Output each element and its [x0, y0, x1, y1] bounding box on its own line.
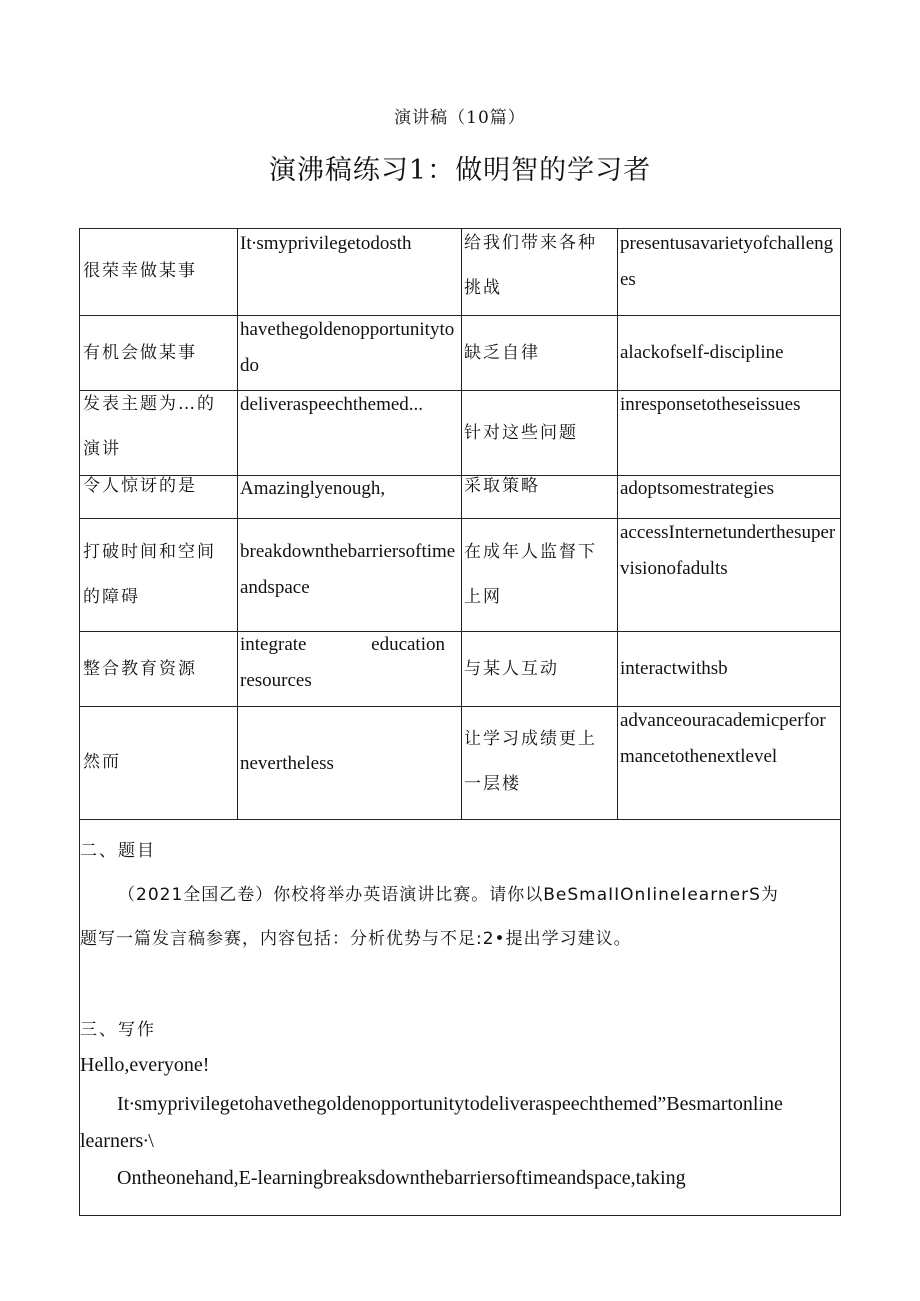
vocab-chinese-cell: 有机会做某事 [83, 343, 197, 363]
vocab-english-cell: inresponsetotheseissues [620, 394, 801, 415]
essay-text-line: learners∙\ [80, 1130, 154, 1152]
vocab-chinese-cell: 很荣幸做某事 [83, 261, 197, 281]
vocab-chinese-cell: 打破时间和空间的障碍 [83, 542, 216, 607]
section-heading-writing: 三、写作 [80, 1020, 156, 1040]
essay-text-line: It∙smyprivilegetohavethegoldenopportunitytodeliveraspeechthemed”Besmartonline [117, 1093, 783, 1115]
writing-prompt: （2021全国乙卷）你校将举办英语演讲比赛。请你以BeSmaIIOnIineIearnerS为 [118, 885, 779, 905]
vocab-english-cell: nevertheless [240, 753, 334, 774]
vocab-english-cell: havethegoldenopportunitytodo [240, 319, 455, 376]
document-title: 演沸稿练习1：做明智的学习者 [268, 155, 652, 186]
vocab-english-cell: deliveraspeechthemed... [240, 394, 424, 415]
document-subtitle: 演讲稿（10篇） [394, 108, 526, 128]
vocab-english-cell: breakdownthebarriersoftimeandspace [240, 541, 456, 598]
vocab-english-cell: alackofself-discipline [620, 342, 784, 363]
vocab-chinese-cell: 发表主题为…的演讲 [83, 394, 216, 459]
vocab-english-cell: advanceouracademicperformancetothenextlevel [620, 710, 826, 767]
vocab-chinese-cell: 让学习成绩更上一层楼 [464, 729, 597, 794]
vocab-chinese-cell: 整合教育资源 [83, 659, 197, 679]
vocab-chinese-cell: 采取策略 [464, 476, 540, 496]
vocab-chinese-cell: 与某人互动 [464, 659, 559, 679]
vocab-chinese-cell: 在成年人监督下上网 [464, 542, 597, 607]
vocab-english-cell: presentusavarietyofchallenges [620, 233, 834, 290]
vocab-chinese-cell: 令人惊讶的是 [83, 476, 197, 496]
vocab-chinese-cell: 然而 [83, 752, 121, 772]
vocab-chinese-cell: 给我们带来各种挑战 [464, 233, 597, 298]
row-divider [80, 819, 840, 820]
vocab-english-cell: Amazinglyenough, [240, 478, 386, 499]
vocab-english-cell: interactwithsb [620, 658, 728, 679]
vocab-english-cell: adoptsomestrategies [620, 478, 775, 499]
vocab-english-cell: It∙smyprivilegetodosth [240, 233, 412, 254]
essay-text-line: Ontheonehand,E-learningbreaksdownthebarriersoftimeandspace,taking [117, 1167, 686, 1189]
vocab-english-cell: accessInternetunderthesupervisionofadults [620, 522, 836, 579]
section-heading-topic: 二、题目 [80, 841, 156, 861]
vocab-chinese-cell: 针对这些问题 [464, 423, 578, 443]
writing-prompt: 题写一篇发言稿参赛，内容包括：分析优势与不足:2•提出学习建议。 [80, 929, 632, 949]
vocab-english-cell: integrate education resources [240, 634, 445, 691]
essay-greeting: Hello,everyone! [80, 1054, 210, 1076]
vocab-chinese-cell: 缺乏自律 [464, 343, 540, 363]
